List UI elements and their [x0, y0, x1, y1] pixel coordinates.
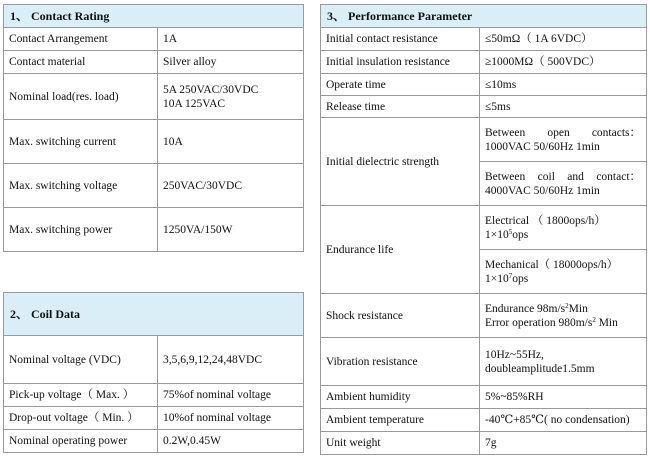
table-row — [4, 430, 304, 453]
row-value — [480, 338, 647, 386]
row-label: Initial dielectric strength — [321, 118, 480, 206]
table-row — [321, 432, 647, 455]
table-row — [321, 206, 647, 250]
value-base: 1×10 — [485, 272, 509, 285]
row-value: 3,5,6,9,12,24,48VDC — [158, 336, 304, 384]
row-value: 7g — [480, 432, 647, 455]
table-row — [4, 208, 304, 252]
row-value: ≤10ms — [480, 74, 647, 96]
row-label: Max. switching current — [4, 120, 158, 164]
table-row — [4, 164, 304, 208]
word: Between — [485, 170, 526, 183]
value-text: Error operation 980m/s — [485, 316, 593, 329]
row-value — [480, 118, 647, 162]
value-text: Endurance 98m/s — [485, 302, 566, 315]
row-label: Endurance life — [321, 206, 480, 294]
value-exponent: 5 — [508, 227, 513, 236]
row-label: Vibration resistance — [321, 338, 480, 386]
row-value: 75%of nominal voltage — [158, 384, 304, 407]
vibration-line: 10Hz~55Hz, — [485, 348, 544, 361]
table-row — [321, 28, 647, 51]
row-value: 10A — [158, 120, 304, 164]
coil-data-table — [3, 292, 304, 453]
dielectric-open-heading — [485, 126, 641, 140]
value-exponent: 2 — [592, 315, 596, 324]
value-unit: Min — [595, 316, 618, 329]
performance-title: 3、 Performance Parameter — [321, 5, 647, 28]
contact-rating-title: 1、 Contact Rating — [4, 5, 304, 28]
dielectric-coil-heading — [485, 170, 641, 184]
shock-endurance — [485, 302, 641, 316]
row-label: Pick-up voltage（ Max. ） — [4, 384, 158, 407]
word: and — [567, 170, 584, 183]
row-value — [480, 206, 647, 250]
row-value — [480, 250, 647, 294]
row-value: -40℃+85℃( no condensation) — [480, 409, 647, 432]
contact-rating-table — [3, 4, 304, 252]
table-row — [321, 294, 647, 338]
table-row — [321, 409, 647, 432]
row-value — [480, 294, 647, 338]
row-value: ≤50mΩ（ 1A 6VDC） — [480, 28, 647, 51]
row-label: Ambient temperature — [321, 409, 480, 432]
coil-data-title: 2、 Coil Data — [4, 293, 304, 336]
table-row — [321, 386, 647, 409]
row-value: 10%of nominal voltage — [158, 407, 304, 430]
vibration-line: doubleamplitude1.5mm — [485, 362, 595, 375]
endurance-mechanical: Mechanical（ 18000ops/h） — [485, 258, 619, 271]
row-value: ≥1000MΩ（ 500VDC） — [480, 51, 647, 74]
table-row — [4, 74, 304, 120]
row-value: 250VAC/30VDC — [158, 164, 304, 208]
row-label: Drop-out voltage（ Min. ） — [4, 407, 158, 430]
value-line: 10A 125VAC — [163, 97, 226, 110]
table-row — [4, 120, 304, 164]
word: open — [547, 126, 570, 139]
row-label: Operate time — [321, 74, 480, 96]
row-label: Max. switching voltage — [4, 164, 158, 208]
row-value: 5%~85%RH — [480, 386, 647, 409]
dielectric-open-value: 1000VAC 50/60Hz 1min — [485, 140, 600, 153]
row-value — [480, 162, 647, 206]
table-row — [321, 74, 647, 96]
row-label: Ambient humidity — [321, 386, 480, 409]
row-label: Unit weight — [321, 432, 480, 455]
row-value — [158, 74, 304, 120]
row-value: 0.2W,0.45W — [158, 430, 304, 453]
word: contact： — [596, 170, 642, 183]
table-row — [321, 118, 647, 162]
word: coil — [537, 170, 555, 183]
row-value: Silver alloy — [158, 51, 304, 74]
table-row — [4, 384, 304, 407]
table-row — [4, 28, 304, 51]
value-exponent: 7 — [508, 271, 513, 280]
row-label: Nominal voltage (VDC) — [4, 336, 158, 384]
shock-error — [485, 316, 641, 330]
endurance-mechanical-value — [485, 272, 641, 286]
row-label: Max. switching power — [4, 208, 158, 252]
row-value: 1250VA/150W — [158, 208, 304, 252]
word: Between — [485, 126, 526, 139]
table-row — [4, 51, 304, 74]
table-row — [321, 338, 647, 386]
value-exponent: 2 — [565, 301, 569, 310]
row-label: Release time — [321, 96, 480, 118]
row-label: Nominal operating power — [4, 430, 158, 453]
value-unit: Min — [568, 302, 588, 315]
row-label: Initial contact resistance — [321, 28, 480, 51]
dielectric-coil-value: 4000VAC 50/60Hz 1min — [485, 184, 600, 197]
performance-table — [320, 4, 647, 455]
value-base: 1×10 — [485, 228, 509, 241]
table-row — [321, 51, 647, 74]
word: contacts： — [591, 126, 641, 139]
value-unit: ops — [512, 272, 529, 285]
row-value: ≤5ms — [480, 96, 647, 118]
value-unit: ops — [512, 228, 529, 241]
row-label: Nominal load(res. load) — [4, 74, 158, 120]
value-line: 5A 250VAC/30VDC — [163, 83, 259, 96]
row-value: 1A — [158, 28, 304, 51]
table-row — [4, 407, 304, 430]
table-row — [4, 336, 304, 384]
endurance-electrical: Electrical （ 1800ops/h） — [485, 214, 606, 227]
row-label: Initial insulation resistance — [321, 51, 480, 74]
row-label: Contact Arrangement — [4, 28, 158, 51]
row-label: Contact material — [4, 51, 158, 74]
row-label: Shock resistance — [321, 294, 480, 338]
endurance-electrical-value — [485, 228, 641, 242]
table-row — [321, 96, 647, 118]
